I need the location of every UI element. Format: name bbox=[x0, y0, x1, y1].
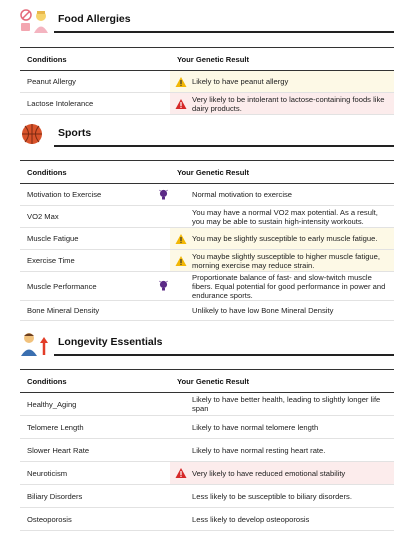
condition-cell: VO2 Max bbox=[20, 206, 170, 228]
section-divider bbox=[54, 354, 394, 356]
table-header-row bbox=[20, 48, 394, 71]
table-row bbox=[20, 228, 394, 250]
table-row bbox=[20, 250, 394, 272]
warning-icon bbox=[175, 255, 187, 266]
conditions-header: Conditions bbox=[20, 370, 170, 393]
table-row bbox=[20, 206, 394, 228]
condition-cell: Exercise Time bbox=[20, 250, 170, 272]
result-cell: Unlikely to have low Bone Mineral Density bbox=[170, 301, 394, 321]
result-cell bbox=[170, 228, 394, 250]
result-text: Very likely to have reduced emotional stability bbox=[192, 468, 346, 478]
condition-cell bbox=[20, 272, 170, 301]
result-text: You may be slightly susceptible to early muscle fatigue. bbox=[192, 234, 378, 243]
longevity-person-icon bbox=[20, 331, 52, 357]
warning-icon bbox=[175, 76, 187, 87]
longevity-table bbox=[20, 369, 394, 531]
table-row bbox=[20, 439, 394, 462]
longevity-section bbox=[20, 331, 394, 531]
table-row bbox=[20, 301, 394, 321]
result-text: You maybe slightly susceptible to higher muscle fatigue, morning exercise may reduce strain. bbox=[192, 251, 380, 270]
result-cell: Likely to have better health, leading to slightly longer life span bbox=[170, 393, 394, 416]
section-title: Sports bbox=[58, 127, 92, 139]
conditions-header: Conditions bbox=[20, 161, 170, 184]
result-cell: Normal motivation to exercise bbox=[170, 184, 394, 206]
result-text: Likely to have peanut allergy bbox=[192, 77, 289, 86]
section-divider bbox=[54, 31, 394, 33]
condition-cell: Muscle Fatigue bbox=[20, 228, 170, 250]
sports-table bbox=[20, 160, 394, 321]
result-cell: Likely to have normal resting heart rate. bbox=[170, 439, 394, 462]
warning-icon bbox=[175, 233, 187, 244]
condition-cell: Slower Heart Rate bbox=[20, 439, 170, 462]
condition-cell bbox=[20, 184, 170, 206]
lightbulb-icon bbox=[159, 280, 168, 292]
table-row bbox=[20, 485, 394, 508]
table-row bbox=[20, 272, 394, 301]
section-header bbox=[20, 331, 394, 357]
condition-cell: Lactose Intolerance bbox=[20, 93, 170, 115]
condition-cell: Neuroticism bbox=[20, 462, 170, 485]
result-cell bbox=[170, 71, 394, 93]
food-allergy-icon bbox=[20, 8, 52, 34]
result-cell bbox=[170, 462, 394, 485]
table-row bbox=[20, 71, 394, 93]
result-cell: Less likely to develop osteoporosis bbox=[170, 508, 394, 531]
condition-cell: Bone Mineral Density bbox=[20, 301, 170, 321]
lightbulb-icon bbox=[159, 189, 168, 201]
food-allergies-table bbox=[20, 47, 394, 115]
result-cell: Less likely to be susceptible to biliary disorders. bbox=[170, 485, 394, 508]
section-header bbox=[20, 122, 394, 148]
table-row bbox=[20, 462, 394, 485]
result-header: Your Genetic Result bbox=[170, 370, 394, 393]
table-header-row bbox=[20, 161, 394, 184]
result-cell: Likely to have normal telomere length bbox=[170, 416, 394, 439]
result-cell: You may have a normal VO2 max potential. As a result, you may be able to sustain high-intensity workouts. bbox=[170, 206, 394, 228]
section-header bbox=[20, 8, 394, 34]
table-header-row bbox=[20, 370, 394, 393]
result-cell bbox=[170, 250, 394, 272]
food-allergies-section bbox=[20, 8, 394, 115]
condition-cell: Biliary Disorders bbox=[20, 485, 170, 508]
section-divider bbox=[54, 145, 394, 147]
result-cell bbox=[170, 93, 394, 115]
condition-text: Motivation to Exercise bbox=[27, 190, 102, 199]
section-title: Food Allergies bbox=[58, 13, 131, 25]
alert-icon bbox=[175, 468, 187, 479]
section-title: Longevity Essentials bbox=[58, 336, 163, 348]
table-row bbox=[20, 416, 394, 439]
result-header: Your Genetic Result bbox=[170, 161, 394, 184]
result-cell: Proportionate balance of fast- and slow-twitch muscle fibers. Equal potential for good performance in power and endurance sports. bbox=[170, 272, 394, 301]
table-row bbox=[20, 184, 394, 206]
table-row bbox=[20, 508, 394, 531]
condition-cell: Healthy_Aging bbox=[20, 393, 170, 416]
sports-ball-icon bbox=[20, 122, 52, 148]
condition-cell: Telomere Length bbox=[20, 416, 170, 439]
sports-section bbox=[20, 122, 394, 321]
condition-cell: Osteoporosis bbox=[20, 508, 170, 531]
alert-icon bbox=[175, 98, 187, 109]
conditions-header: Conditions bbox=[20, 48, 170, 71]
condition-text: Muscle Performance bbox=[27, 281, 97, 291]
table-row bbox=[20, 93, 394, 115]
table-row bbox=[20, 393, 394, 416]
result-header: Your Genetic Result bbox=[170, 48, 394, 71]
condition-cell: Peanut Allergy bbox=[20, 71, 170, 93]
result-text: Very likely to be intolerant to lactose-containing foods like dairy products. bbox=[192, 94, 385, 113]
